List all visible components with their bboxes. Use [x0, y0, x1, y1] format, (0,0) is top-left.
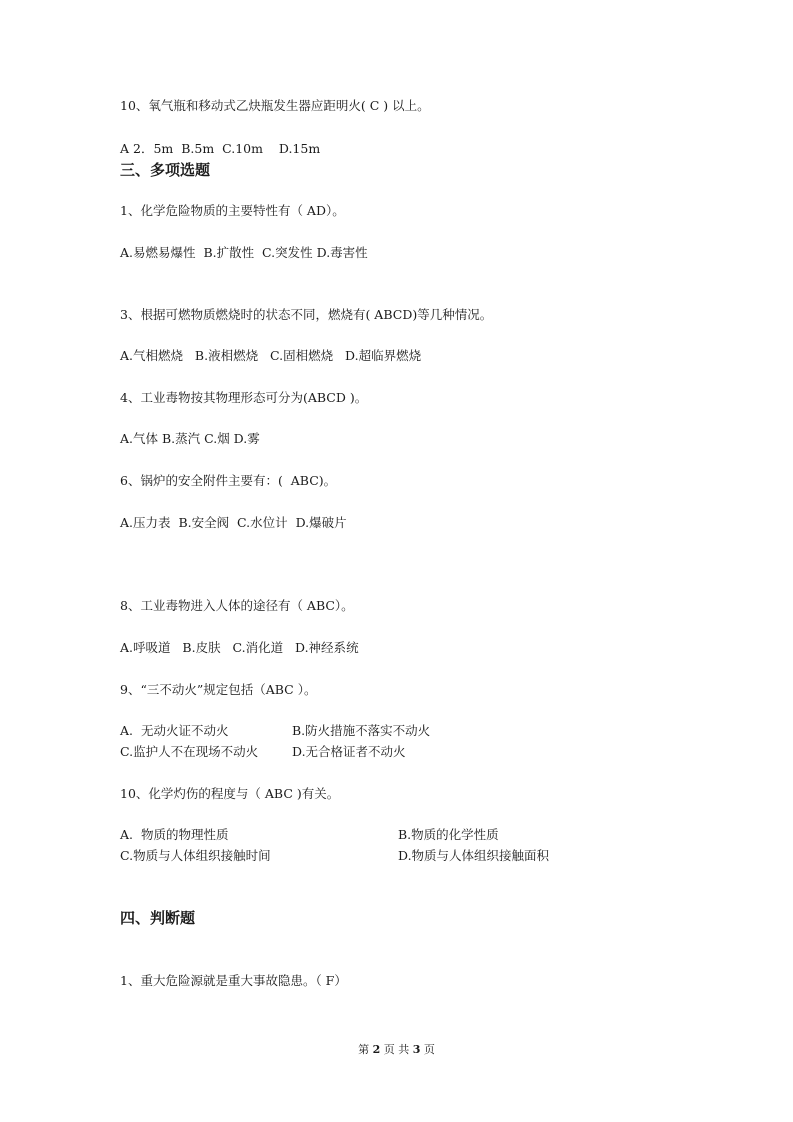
option-c: C.监护人不在现场不动火 — [120, 744, 259, 759]
question-options: A.呼吸道 B.皮肤 C.消化道 D.神经系统 — [120, 640, 359, 655]
question-options: A.压力表 B.安全阀 C.水位计 D.爆破片 — [120, 515, 347, 530]
option-a: A. 无动火证不动火 — [120, 723, 229, 738]
total-page-count: 3 — [412, 1043, 421, 1056]
question-text: 1、化学危险物质的主要特性有（ AD）。 — [120, 203, 345, 218]
option-b: B.物质的化学性质 — [398, 827, 499, 842]
page-footer — [0, 1043, 793, 1057]
question-options: A.气相燃烧 B.液相燃烧 C.固相燃烧 D.超临界燃烧 — [120, 348, 422, 363]
option-c: C.物质与人体组织接触时间 — [120, 848, 271, 863]
footer-prefix: 第 — [358, 1043, 373, 1056]
question-options: A.气体 B.蒸汽 C.烟 D.雾 — [120, 431, 260, 446]
question-text: 8、工业毒物进入人体的途径有（ ABC）。 — [120, 598, 354, 613]
question-text: 1、重大危险源就是重大事故隐患。（ F） — [120, 973, 347, 988]
question-prev-10-options: A 2．5m B.5m C.10m D.15m — [120, 141, 321, 156]
question-text: 10、化学灼伤的程度与（ ABC )有关。 — [120, 786, 340, 801]
option-b: B.防火措施不落实不动火 — [292, 723, 431, 738]
section-title-true-false: 四、判断题 — [120, 909, 196, 927]
question-options: A.易燃易爆性 B.扩散性 C.突发性 D.毒害性 — [120, 245, 368, 260]
footer-middle: 页 共 — [380, 1043, 413, 1056]
question-text: 3、根据可燃物质燃烧时的状态不同，燃烧有( ABCD)等几种情况。 — [120, 307, 493, 322]
current-page-number: 2 — [372, 1043, 381, 1056]
question-prev-10: 10、氧气瓶和移动式乙炔瓶发生器应距明火( C ) 以上。 — [120, 98, 430, 113]
option-d: D.物质与人体组织接触面积 — [398, 848, 550, 863]
question-text: 9、“三不动火”规定包括（ABC ）。 — [120, 682, 317, 697]
option-a: A. 物质的物理性质 — [120, 827, 229, 842]
option-d: D.无合格证者不动火 — [292, 744, 406, 759]
section-title-multiple-choice: 三、多项选题 — [120, 161, 211, 179]
question-text: 4、工业毒物按其物理形态可分为(ABCD )。 — [120, 390, 368, 405]
question-text: 6、锅炉的安全附件主要有：( ABC)。 — [120, 473, 337, 488]
footer-suffix: 页 — [420, 1043, 435, 1056]
